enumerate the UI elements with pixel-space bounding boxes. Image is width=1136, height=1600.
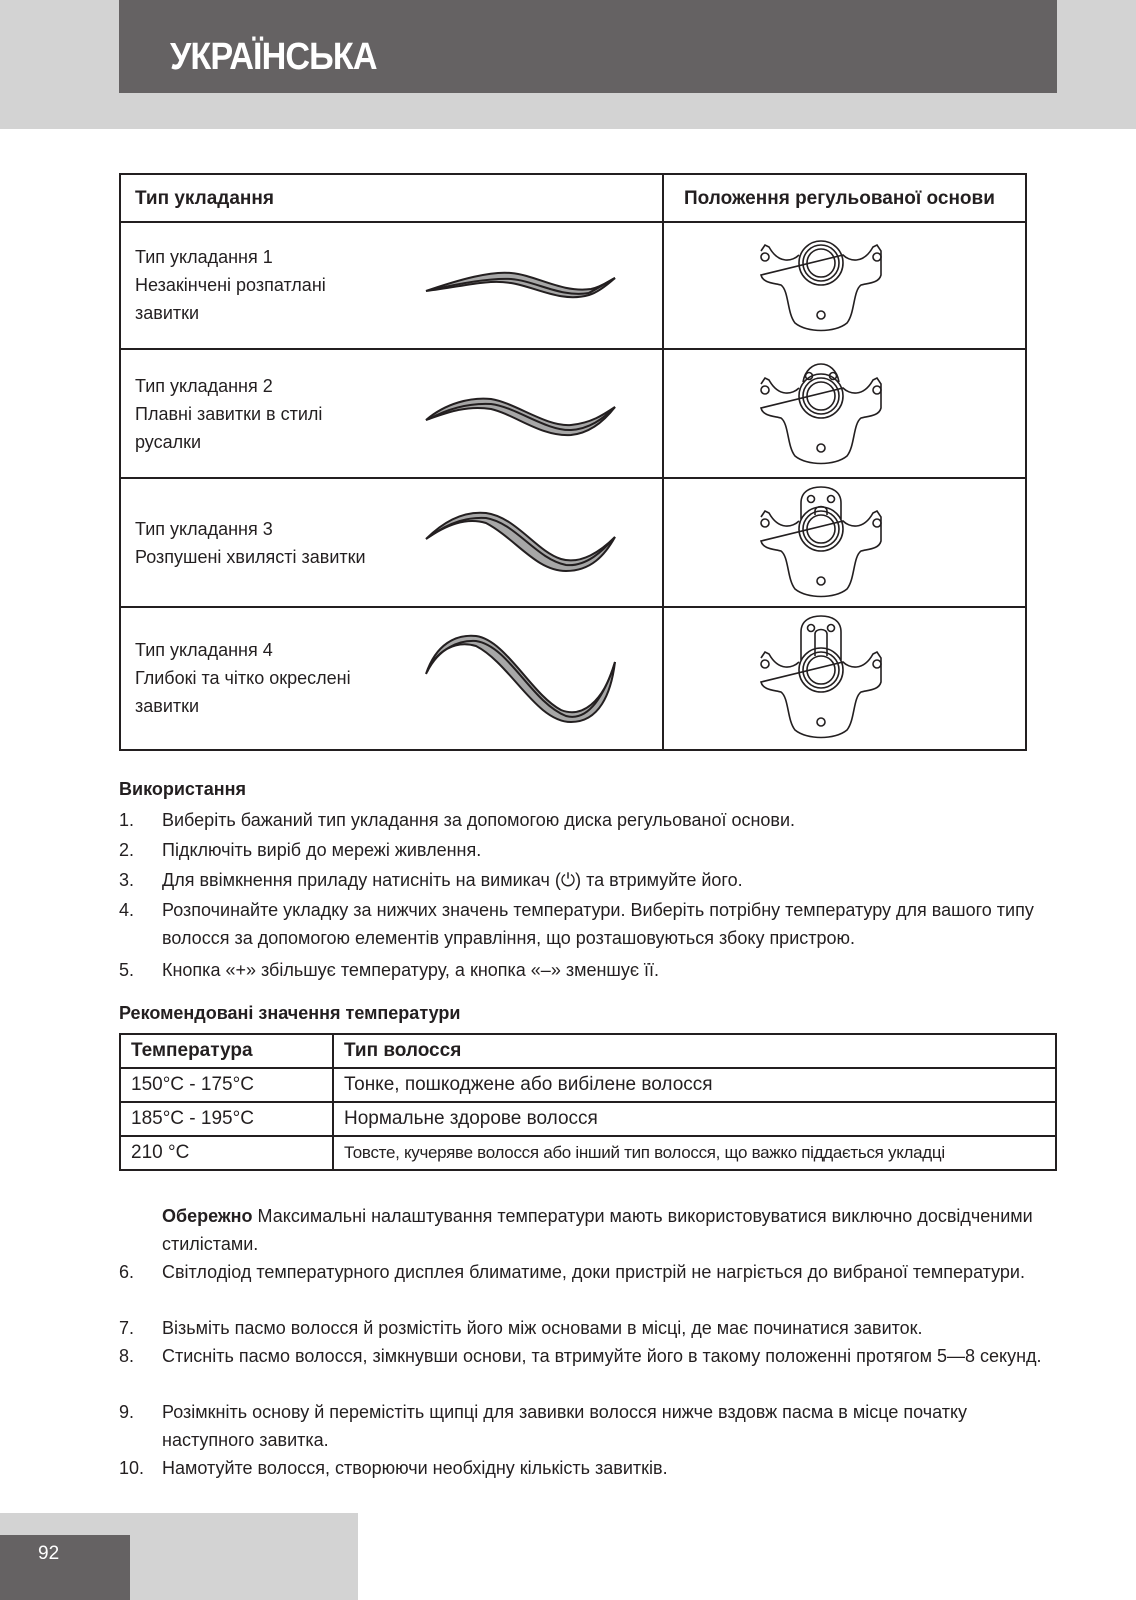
style-desc: Плавні завитки в стилі xyxy=(135,404,323,424)
style-desc: завитки xyxy=(135,696,200,716)
style-name: Тип укладання 3 xyxy=(135,519,273,539)
list-number: 10. xyxy=(119,1458,145,1478)
plate-position-2-icon xyxy=(751,360,891,470)
temperature-cell: 150°C - 175°C xyxy=(120,1068,333,1102)
list-number: 5. xyxy=(119,960,135,980)
deep-wave-icon xyxy=(421,624,621,724)
style-desc: завитки xyxy=(135,303,200,323)
table-row xyxy=(120,1136,1056,1170)
column-header-temperature: Температура xyxy=(120,1034,333,1068)
table-row xyxy=(121,608,1025,749)
temperature-cell: 210 °C xyxy=(120,1136,333,1170)
table-row xyxy=(121,221,1025,350)
caution-note xyxy=(162,1202,1042,1258)
table-row xyxy=(121,350,1025,479)
page-title: УКРАЇНСЬКА xyxy=(170,36,377,78)
style-name: Тип укладання 2 xyxy=(135,376,273,396)
column-header-plate-position: Положення регульованої основи xyxy=(684,188,995,209)
list-text: Для ввімкнення приладу натисніть на вимикач (⏻) та втримуйте його. xyxy=(162,870,743,890)
list-text: Світлодіод температурного дисплея блиматиме, доки пристрій не нагріється до вибраної температури. xyxy=(162,1262,1025,1282)
list-text: Стисніть пасмо волосся, зімкнувши основи, та втримуйте його в такому положенні протягом 5—8 секунд. xyxy=(162,1346,1042,1366)
list-text: Підключіть виріб до мережі живлення. xyxy=(162,840,482,860)
list-number: 9. xyxy=(119,1402,135,1422)
mermaid-wave-icon xyxy=(421,375,621,445)
styling-type-table xyxy=(119,173,1027,751)
plate-position-1-icon xyxy=(751,233,891,337)
style-label xyxy=(135,636,351,720)
list-number: 2. xyxy=(119,840,135,860)
table-row xyxy=(120,1068,1056,1102)
style-label xyxy=(135,372,322,456)
hair-type-cell: Нормальне здорове волосся xyxy=(333,1102,1056,1136)
list-number: 8. xyxy=(119,1346,135,1366)
list-number: 7. xyxy=(119,1318,135,1338)
style-label xyxy=(135,515,366,571)
list-number: 3. xyxy=(119,870,135,890)
list-text: Візьміть пасмо волосся й розмістіть його між основами в місці, де має починатися завиток. xyxy=(162,1318,923,1338)
list-text: Намотуйте волосся, створюючи необхідну кількість завитків. xyxy=(162,1458,668,1478)
plate-position-4-icon xyxy=(751,614,891,744)
style-name: Тип укладання 1 xyxy=(135,247,273,267)
list-text: Розпочинайте укладку за нижчих значень температури. Виберіть потрібну температуру для вашого типу волосся за допомогою елементів управління, що розташовуються збоку пристрою. xyxy=(162,900,1034,948)
style-desc: Розпушені хвилясті завитки xyxy=(135,547,366,567)
style-label xyxy=(135,243,326,327)
temperature-heading: Рекомендовані значення температури xyxy=(119,1003,461,1023)
temperature-cell: 185°C - 195°C xyxy=(120,1102,333,1136)
table-row xyxy=(120,1102,1056,1136)
tousled-wave-icon xyxy=(421,499,621,579)
style-desc: Глибокі та чітко окреслені xyxy=(135,668,351,688)
page-number-box xyxy=(0,1535,130,1600)
usage-heading: Використання xyxy=(119,779,246,799)
list-text: Виберіть бажаний тип укладання за допомогою диска регульованої основи. xyxy=(162,810,796,830)
hair-type-cell: Тонке, пошкоджене або вибілене волосся xyxy=(333,1068,1056,1102)
table-header-row xyxy=(121,175,1025,223)
list-text: Кнопка «+» збільшує температуру, а кнопка «–» зменшує її. xyxy=(162,960,660,980)
table-header-row xyxy=(120,1034,1056,1068)
style-name: Тип укладання 4 xyxy=(135,640,273,660)
table-row xyxy=(121,479,1025,608)
page-number: 92 xyxy=(38,1543,60,1564)
loose-wave-icon xyxy=(421,251,621,311)
caution-text: Максимальні налаштування температури мають використовуватися виключно досвідченими стилістами. xyxy=(162,1206,1033,1254)
column-header-hair-type: Тип волосся xyxy=(333,1034,1056,1068)
list-number: 4. xyxy=(119,900,135,920)
temperature-table xyxy=(119,1033,1057,1171)
list-number: 1. xyxy=(119,810,135,830)
list-text: Розімкніть основу й перемістіть щипці для завивки волосся нижче вздовж пасма в місце початку наступного завитка. xyxy=(162,1402,968,1450)
caution-label: Обережно xyxy=(162,1206,253,1226)
list-number: 6. xyxy=(119,1262,135,1282)
style-desc: Незакінчені розпатлані xyxy=(135,275,326,295)
plate-position-3-icon xyxy=(751,485,891,603)
column-header-style-type: Тип укладання xyxy=(135,188,274,209)
style-desc: русалки xyxy=(135,432,202,452)
hair-type-cell: Товсте, кучеряве волосся або інший тип волосся, що важко піддається укладці xyxy=(333,1136,1056,1170)
